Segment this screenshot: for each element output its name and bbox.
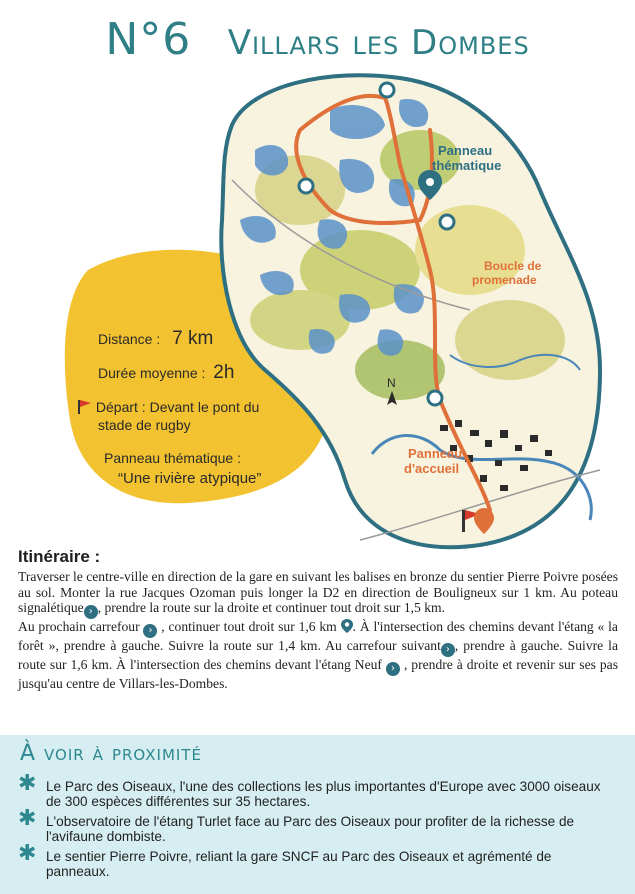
duree-label: Durée moyenne : [98,365,206,381]
distance-value: 7 km [172,328,214,349]
label-panneau-thematique-2: thématique [432,158,502,173]
asterisk-icon: ✱ [18,771,37,796]
flag-icon [76,399,92,415]
panneau-value: “Une rivière atypique” [118,470,262,487]
route-number: N°6 [105,14,192,65]
marker-right-icon: › [143,624,157,638]
label-boucle-1: Boucle de [484,259,542,273]
label-accueil-1: Panneau [408,446,463,461]
label-boucle-2: promenade [472,273,537,287]
route-place: Villars les Dombes [227,23,530,63]
voir-title: À voir à proximité [20,741,202,766]
list-item: ✱ Le sentier Pierre Poivre, reliant la gare SNCF au Parc des Oiseaux et agrémenté de panneaux. [18,841,552,879]
asterisk-icon: ✱ [18,806,37,831]
depart-row [76,399,259,415]
list-item: ✱ L'observatoire de l'étang Turlet face au Parc des Oiseaux pour profiter de la richesse de l'avifaune dombiste. [18,806,575,844]
voir-section [0,735,635,894]
itineraire-text: Traverser le centre-ville en direction de la gare en suivant les balises en bronze du sentier Pierre Poivre posées au sol. Monter la rue Jacques Ozoman puis longer la D2 en direction de Bouligneux sur 1 km. Au poteau signalétique › , prendre la route sur la droite et continuer tout droit sur 1,5 km. Au prochain carrefour › , continuer tout droit sur 1,6 km . À l'intersection des chemins devant l'étang « la forêt », prendre à gauche. Suivre la route sur 1,4 km. Au carrefour suivant › , prendre à gauche. Suivre la route sur 1,6 km. À l'intersection des chemins devant l'étang Neuf › , prendre à droite et revenir sur ses pas jusqu'au centre de Villars-les-Dombes. [18,569,619,692]
label-accueil-2: d'accueil [404,461,460,476]
distance-label: Distance : [98,331,161,347]
depart-line2: stade de rugby [98,417,191,433]
marker-right-icon: › [386,662,400,676]
compass-n: N [387,376,396,390]
asterisk-icon: ✱ [18,841,37,866]
depart-line1: Départ : Devant le pont du [95,399,260,415]
route-map [0,70,635,555]
itineraire-section [18,547,618,692]
duree-value: 2h [213,362,235,383]
list-item: ✱ Le Parc des Oiseaux, l'une des collections les plus importantes d'Europe avec 3000 oiseaux de 300 espèces différentes sur 35 hectares. [18,771,601,809]
distance-row [98,328,213,350]
location-pin-icon [341,619,353,633]
duree-row [98,362,234,384]
itineraire-title: Itinéraire : [18,547,101,566]
voir-list [14,771,614,884]
panneau-label: Panneau thématique : [104,450,241,466]
marker-right-icon: › [441,643,455,657]
page-title [0,14,635,65]
marker-right-icon: › [84,605,98,619]
label-panneau-thematique-1: Panneau [438,143,493,158]
